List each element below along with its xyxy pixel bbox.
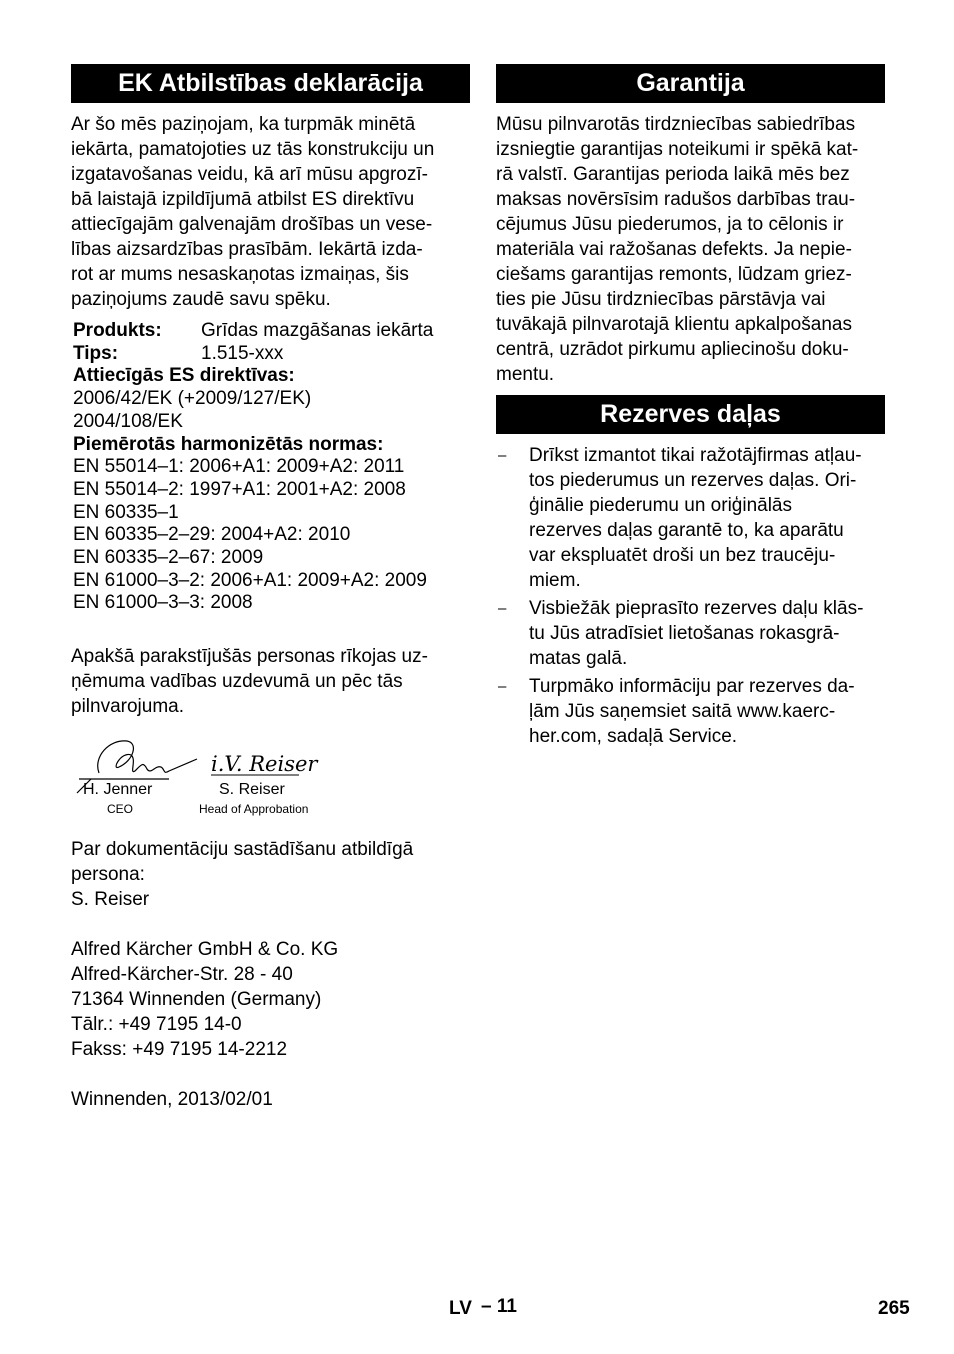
warranty-text — [496, 112, 885, 387]
bullet-dash: – — [498, 447, 507, 464]
list-item-line: her.com, sadaļā Service. — [529, 726, 738, 747]
signatories-line: pilnvarojuma. — [71, 696, 184, 718]
signer-1-name: H. Jenner — [83, 781, 153, 799]
responsible-line: Par dokumentāciju sastādīšanu atbildīgā — [71, 839, 414, 861]
responsible-line: persona: — [71, 864, 145, 886]
list-item-line: matas galā. — [529, 648, 628, 669]
address-line: Alfred-Kärcher-Str. 28 - 40 — [71, 964, 293, 986]
list-item — [496, 674, 885, 749]
warranty-line: Mūsu pilnvarotās tirdzniecības sabiedrības — [496, 114, 856, 135]
declaration-intro — [71, 112, 470, 312]
standard-item: EN 55014–2: 1997+A1: 2001+A2: 2008 — [73, 478, 406, 500]
signatures — [71, 735, 470, 823]
declaration-details — [71, 320, 470, 615]
standard-item: EN 60335–1 — [73, 501, 179, 523]
warranty-line: ties pie Jūsu tirdzniecības pārstāvja vai — [496, 289, 826, 310]
company-address — [71, 937, 470, 1062]
warranty-line: centrā, uzrādot pirkumu apliecinošu doku- — [496, 339, 849, 360]
declaration-date: Winnenden, 2013/02/01 — [71, 1089, 273, 1111]
standard-item: EN 61000–3–3: 2008 — [73, 592, 253, 614]
intro-line: rot ar mums nesaskaņotas izmaiņas, šis — [71, 264, 409, 285]
product-value: Grīdas mazgāšanas iekārta — [201, 320, 434, 341]
declaration-column — [71, 64, 470, 1112]
address-line: Fakss: +49 7195 14-2212 — [71, 1039, 288, 1061]
warranty-line: maksas novērsīsim radušos darbības trau- — [496, 189, 856, 210]
warranty-line: materiāla vai ražošanas defekts. Ja nepie- — [496, 239, 852, 260]
list-item-line: ļām Jūs saņemsiet saitā www.kaerc- — [529, 701, 836, 722]
page-number: 265 — [878, 1298, 910, 1319]
warranty-line: tuvākajā pilnvarotajā klientu apkalpošanas — [496, 314, 852, 335]
warranty-heading: Garantija — [496, 64, 885, 103]
list-item-line: Visbiežāk pieprasīto rezerves daļu klās- — [529, 598, 864, 619]
list-item — [496, 443, 885, 593]
signature-reiser-handwriting: i.V. Reiser — [211, 752, 318, 777]
address-line: 71364 Winnenden (Germany) — [71, 989, 322, 1011]
responsible-line: S. Reiser — [71, 889, 150, 911]
directives-label: Attiecīgās ES direktīvas: — [73, 365, 295, 387]
intro-line: Ar šo mēs paziņojam, ka turpmāk minētā — [71, 114, 416, 135]
signatories-line: ņēmuma vadības uzdevumā un pēc tās — [71, 671, 403, 693]
list-item-line: tos piederumus un rezerves daļas. Ori- — [529, 470, 857, 491]
warranty-line: rā valstī. Garantijas perioda laikā mēs bez — [496, 164, 850, 185]
intro-line: bā laistajā izpildījumā atbilst ES direktīvu — [71, 189, 415, 210]
list-item-line: rezerves daļas garantē to, ka aparātu — [529, 520, 844, 541]
signatories-line: Apakšā parakstījušās personas rīkojas uz- — [71, 646, 428, 668]
spare-parts-list — [496, 443, 885, 749]
list-item-line: ģinālie piederumu un oriģinālās — [529, 495, 793, 516]
signer-1-role: CEO — [107, 802, 134, 817]
signer-2-role: Head of Approbation — [199, 802, 309, 817]
standard-item: EN 55014–1: 2006+A1: 2009+A2: 2011 — [73, 456, 405, 478]
warranty-line: ciešams garantijas remonts, lūdzam griez- — [496, 264, 852, 285]
directive-item: 2004/108/EK — [73, 410, 183, 432]
list-item-line: miem. — [529, 570, 581, 591]
footer-section-page: – 11 — [481, 1296, 517, 1317]
address-line: Alfred Kärcher GmbH & Co. KG — [71, 939, 339, 961]
standard-item: EN 60335–2–67: 2009 — [73, 547, 264, 569]
intro-line: iekārta, pamatojoties uz tās konstrukciju un — [71, 139, 435, 160]
type-row — [73, 343, 470, 366]
intro-line: izgatavošanas veidu, kā arī mūsu apgrozī- — [71, 164, 428, 185]
list-item-line: Turpmāko informāciju par rezerves da- — [529, 676, 855, 697]
signatories-text — [71, 644, 470, 719]
list-item-line: var ekspluatēt droši un bez traucēju- — [529, 545, 836, 566]
bullet-dash: – — [498, 600, 507, 617]
intro-line: paziņojums zaudē savu spēku. — [71, 289, 331, 310]
standard-item: EN 60335–2–29: 2004+A2: 2010 — [73, 524, 351, 546]
address-line: Tālr.: +49 7195 14-0 — [71, 1014, 242, 1036]
signer-2-name: S. Reiser — [219, 781, 285, 799]
intro-line: attiecīgajām galvenajām drošības un vese- — [71, 214, 433, 235]
type-value: 1.515-xxx — [201, 342, 284, 364]
product-label: Produkts: — [73, 320, 162, 341]
intro-line: lības aizsardzības prasībām. Iekārtā izda- — [71, 239, 423, 260]
warranty-line: mentu. — [496, 364, 555, 385]
product-row — [73, 320, 470, 343]
warranty-line: izsniegtie garantijas noteikumi ir spēkā kat- — [496, 139, 859, 160]
warranty-column — [496, 64, 885, 749]
standards-label: Piemērotās harmonizētās normas: — [73, 433, 384, 455]
standard-item: EN 61000–3–2: 2006+A1: 2009+A2: 2009 — [73, 569, 427, 591]
type-label: Tips: — [73, 342, 119, 364]
directive-item: 2006/42/EK (+2009/127/EK) — [73, 388, 312, 410]
responsible-person — [71, 837, 470, 912]
declaration-heading: EK Atbilstības deklarācija — [71, 64, 470, 103]
list-item-line: Drīkst izmantot tikai ražotājfirmas atļau- — [529, 445, 862, 466]
list-item — [496, 596, 885, 671]
list-item-line: tu Jūs atradīsiet lietošanas rokasgrā- — [529, 623, 840, 644]
warranty-line: cējumus Jūsu piederumos, ja to cēlonis ir — [496, 214, 844, 235]
footer-language: LV — [449, 1298, 472, 1319]
spare-parts-heading: Rezerves daļas — [496, 395, 885, 434]
bullet-dash: – — [498, 678, 507, 695]
